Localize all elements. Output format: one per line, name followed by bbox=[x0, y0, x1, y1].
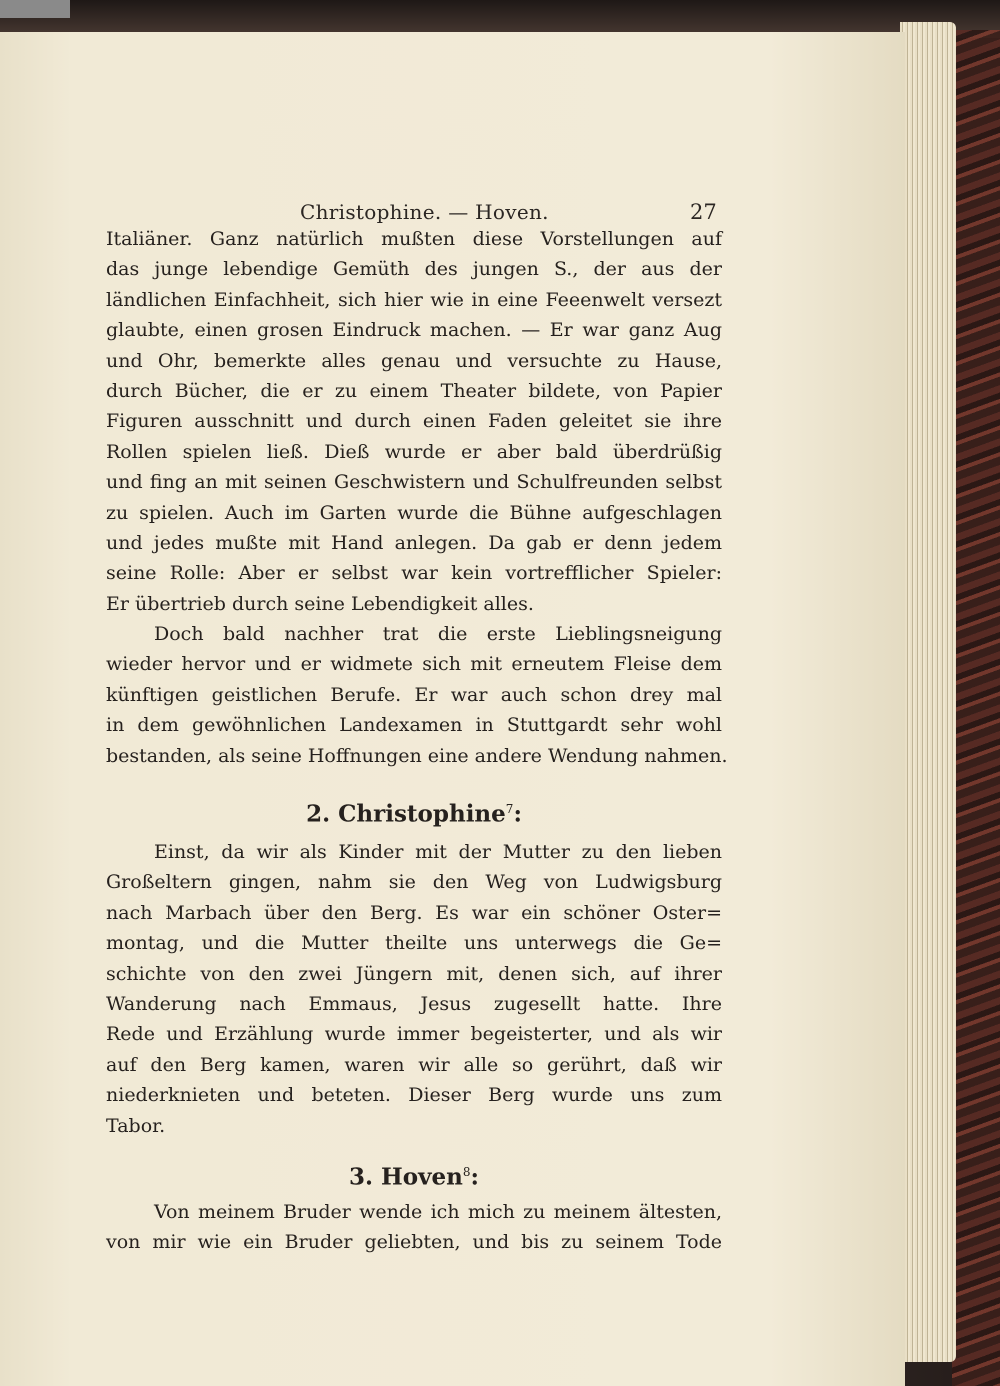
heading-number: 2. bbox=[306, 800, 331, 828]
text-line: Tabor. bbox=[106, 1114, 166, 1137]
text-line: bestanden, als seine Hoffnungen eine andere Wendung nahmen. bbox=[106, 744, 728, 767]
text-line: Rollen spielen ließ. Dieß wurde er aber bald überdrüßig bbox=[106, 440, 722, 463]
text-line: Figuren ausschnitt und durch einen Faden geleitet sie ihre bbox=[106, 410, 722, 433]
text-line: nach Marbach über den Berg. Es war ein schöner Oster= bbox=[106, 901, 722, 924]
text-line: auf den Berg kamen, waren wir alle so gerührt, daß wir bbox=[106, 1053, 722, 1076]
text-line: durch Bücher, die er zu einem Theater bildete, von Papier bbox=[106, 379, 722, 402]
text-line: Doch bald nachher trat die erste Lieblingsneigung bbox=[154, 623, 722, 646]
text-line: wieder hervor und er widmete sich mit erneutem Fleise dem bbox=[106, 653, 722, 676]
text-line: glaubte, einen grosen Eindruck machen. — Er war ganz Aug bbox=[106, 319, 722, 342]
text-line: montag, und die Mutter theilte uns unterwegs die Ge= bbox=[106, 932, 722, 955]
text-line: niederknieten und beteten. Dieser Berg wurde uns zum bbox=[106, 1084, 722, 1107]
text-line: seine Rolle: Aber er selbst war kein vortrefflicher Spieler: bbox=[106, 562, 722, 585]
text-line: Italiäner. Ganz natürlich mußten diese Vorstellungen auf bbox=[106, 228, 722, 250]
text-line: Von meinem Bruder wende ich mich zu meinem ältesten, bbox=[154, 1200, 722, 1223]
heading-title: Hoven bbox=[381, 1163, 463, 1191]
footnote-marker: 7 bbox=[505, 802, 514, 817]
heading-colon: : bbox=[513, 800, 522, 828]
paragraph-hoven bbox=[106, 1197, 722, 1258]
page-edges bbox=[900, 22, 956, 1362]
page-number: 27 bbox=[690, 200, 717, 224]
heading-number: 3. bbox=[349, 1163, 374, 1191]
text-line: Er übertrieb durch seine Lebendigkeit alles. bbox=[106, 592, 534, 615]
text-line: Wanderung nach Emmaus, Jesus zugesellt hatte. Ihre bbox=[106, 992, 722, 1015]
marbled-edge bbox=[952, 30, 1000, 1386]
body-text bbox=[106, 224, 728, 1258]
paragraph-theater bbox=[106, 224, 722, 619]
footnote-marker: 8 bbox=[462, 1164, 471, 1179]
text-line: und fing an mit seinen Geschwistern und Schulfreunden selbst bbox=[106, 471, 722, 494]
text-line: von mir wie ein Bruder geliebten, und bis zu seinem Tode bbox=[106, 1231, 722, 1254]
text-line: Großeltern gingen, nahm sie den Weg von Ludwigsburg bbox=[106, 871, 722, 894]
section-heading-christophine bbox=[106, 771, 722, 837]
text-line: und Ohr, bemerkte alles genau und versuchte zu Hause, bbox=[106, 349, 722, 372]
section-heading-hoven bbox=[106, 1141, 722, 1197]
paragraph-vocation bbox=[106, 619, 728, 771]
text-line: Einst, da wir als Kinder mit der Mutter zu den lieben bbox=[154, 841, 722, 864]
heading-colon: : bbox=[470, 1163, 479, 1191]
cover-corner bbox=[0, 0, 70, 18]
text-line: Rede und Erzählung wurde immer begeisterter, und als wir bbox=[106, 1023, 722, 1046]
text-line: und jedes mußte mit Hand anlegen. Da gab er denn jedem bbox=[106, 531, 722, 554]
text-line: künftigen geistlichen Berufe. Er war auch schon drey mal bbox=[106, 683, 722, 706]
text-line: zu spielen. Auch im Garten wurde die Bühne aufgeschlagen bbox=[106, 501, 722, 524]
text-line: schichte von den zwei Jüngern mit, denen sich, auf ihrer bbox=[106, 962, 722, 985]
text-line: das junge lebendige Gemüth des jungen S., der aus der bbox=[106, 258, 722, 281]
text-line: in dem gewöhnlichen Landexamen in Stuttgardt sehr wohl bbox=[106, 714, 722, 737]
heading-title: Christophine bbox=[338, 800, 506, 828]
running-head: Christophine. — Hoven. bbox=[300, 200, 549, 224]
text-line: ländlichen Einfachheit, sich hier wie in eine Feeenwelt versezt bbox=[106, 288, 722, 311]
paragraph-easter bbox=[106, 837, 722, 1141]
